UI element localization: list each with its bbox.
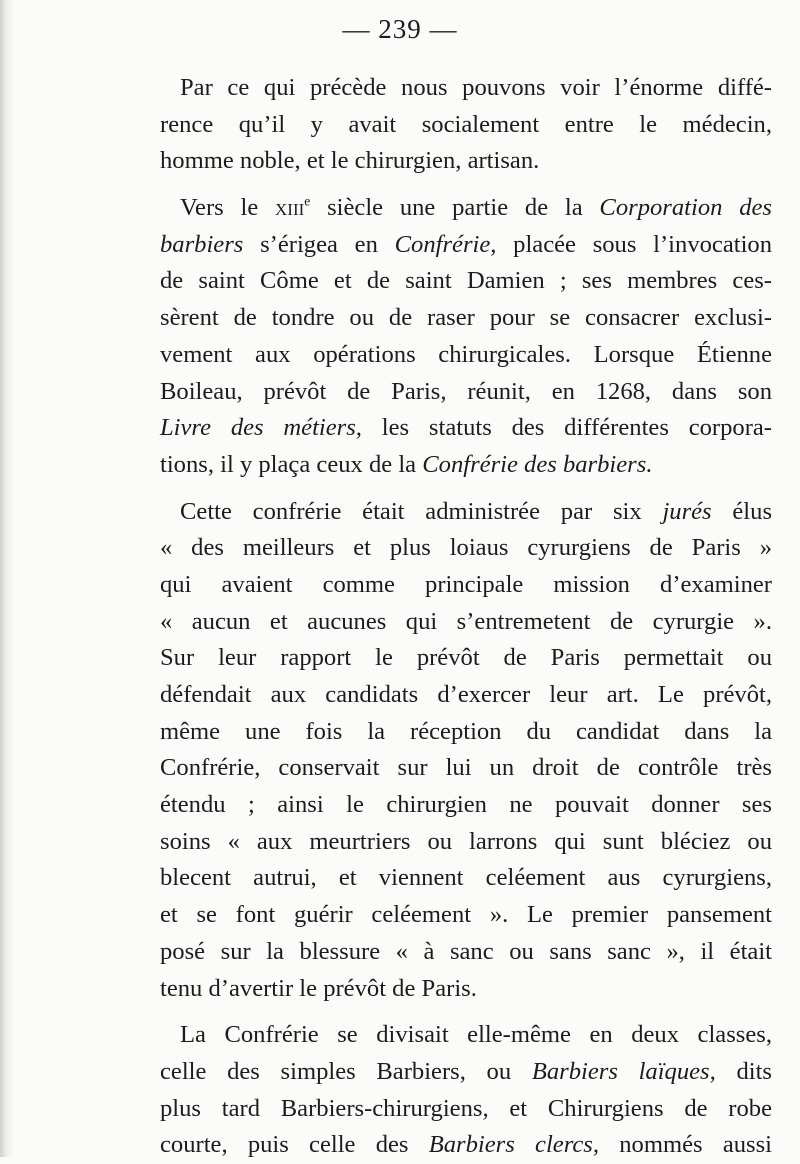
text-line: barbiers s’érigea en Confrérie, placée sous l’invocation xyxy=(160,230,772,258)
italic-text: jurés xyxy=(662,497,712,525)
paragraph-gap xyxy=(160,180,772,190)
text-line: étendu ; ainsi le chirurgien ne pouvait donner ses xyxy=(160,791,772,819)
paragraph-gap xyxy=(160,484,772,494)
italic-text: Barbiers laïques, xyxy=(531,1057,716,1085)
text-line: homme noble, et le chirurgien, artisan. xyxy=(160,147,540,175)
body-text xyxy=(160,70,772,1164)
text-line: tenu d’avertir le prévôt de Paris. xyxy=(160,974,477,1002)
italic-text: Confrérie, xyxy=(394,230,497,258)
italic-text: Confrérie des barbiers. xyxy=(422,450,653,478)
italic-text: Corporation des xyxy=(599,194,772,222)
text-line: Par ce qui précède nous pouvons voir l’énorme diffé- xyxy=(180,74,772,101)
text-line: tions, il y plaça ceux de la Confrérie des barbiers. xyxy=(160,450,653,478)
text-line: et se font guérir celéement ». Le premier pansement xyxy=(160,901,772,929)
small-caps-text: xiii xyxy=(275,194,305,222)
superscript-text: e xyxy=(304,193,311,209)
text-line: Boileau, prévôt de Paris, réunit, en 1268, dans son xyxy=(160,377,772,405)
text-line: même une fois la réception du candidat dans la xyxy=(160,717,772,745)
text-line: « aucun et aucunes qui s’entremetent de cyrurgie ». xyxy=(160,607,772,635)
italic-text: Barbiers clercs, xyxy=(428,1131,600,1159)
italic-text: Livre des métiers, xyxy=(160,414,362,442)
text-line: courte, puis celle des Barbiers clercs, nommés aussi xyxy=(160,1131,773,1159)
text-line: plus tard Barbiers-chirurgiens, et Chirurgiens de robe xyxy=(160,1094,772,1122)
text-line: défendait aux candidats d’exercer leur art. Le prévôt, xyxy=(160,681,772,708)
text-line: celle des simples Barbiers, ou Barbiers laïques, dits xyxy=(160,1057,772,1085)
text-line: Livre des métiers, les statuts des différentes corpora- xyxy=(160,414,772,442)
text-line: de saint Côme et de saint Damien ; ses membres ces- xyxy=(160,267,772,295)
text-line: posé sur la blessure « à sanc ou sans sanc », il était xyxy=(160,937,772,965)
text-line: qui avaient comme principale mission d’examiner xyxy=(160,570,772,598)
text-line: soins « aux meurtriers ou larrons qui sunt bléciez ou xyxy=(160,827,772,855)
page-number: — 239 — xyxy=(342,14,458,44)
paragraph-gap xyxy=(160,1007,772,1017)
text-line: Cette confrérie était administrée par six jurés élus xyxy=(180,497,773,525)
text-line: rence qu’il y avait socialement entre le médecin, xyxy=(160,110,772,138)
book-binding-shadow xyxy=(0,0,14,1157)
text-line: Vers le xiii$^e$ siècle une partie de la Corporation des xyxy=(180,193,772,222)
text-line: « des meilleurs et plus loiaus cyrurgiens de Paris » xyxy=(160,534,772,562)
text-line: sèrent de tondre ou de raser pour se consacrer exclusi- xyxy=(160,304,772,332)
text-line: Sur leur rapport le prévôt de Paris permettait ou xyxy=(160,644,772,672)
text-line: vement aux opérations chirurgicales. Lorsque Étienne xyxy=(160,340,772,368)
italic-text: barbiers xyxy=(160,230,244,258)
text-line: La Confrérie se divisait elle-même en deux classes, xyxy=(180,1021,772,1049)
text-line: Confrérie, conservait sur lui un droit de contrôle très xyxy=(160,754,772,782)
text-line: blecent autrui, et viennent celéement aus cyrurgiens, xyxy=(160,864,772,892)
